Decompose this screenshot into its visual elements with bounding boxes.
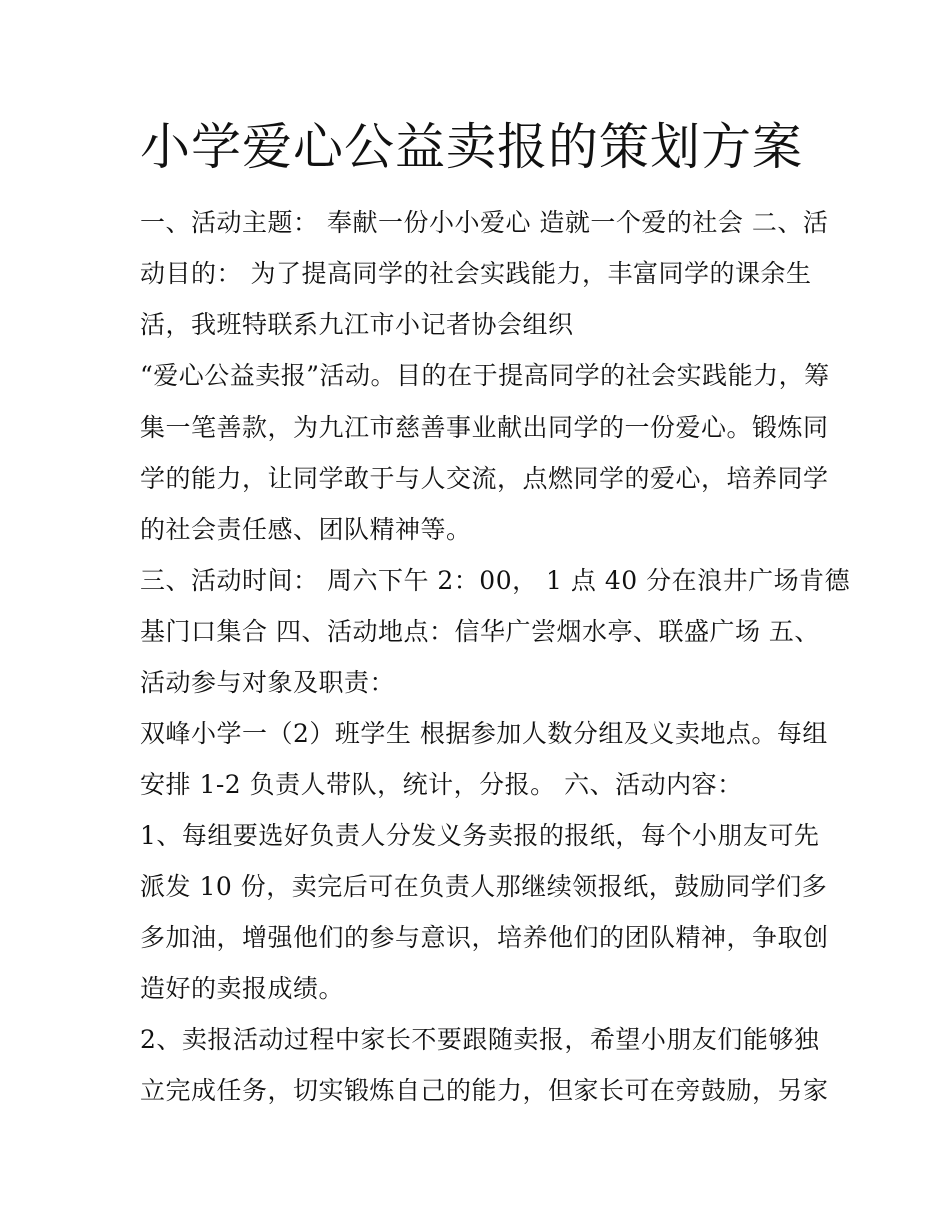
paragraph-line: “爱心公益卖报”活动。目的在于提高同学的社会实践能力，筹 [140, 361, 830, 390]
paragraph-line: 三、活动时间： 周六下午 2：00， 1 点 40 分在浪井广场肯德 [140, 566, 851, 595]
paragraph-line: 立完成任务，切实锻炼自己的能力，但家长可在旁鼓励，另家 [140, 1076, 829, 1105]
paragraph-line: 动目的： 为了提高同学的社会实践能力，丰富同学的课余生 [140, 259, 812, 288]
paragraph-line: 双峰小学一（2）班学生 根据参加人数分组及义卖地点。每组 [140, 719, 828, 748]
paragraph-line: 学的能力，让同学敢于与人交流，点燃同学的爱心，培养同学 [140, 464, 829, 493]
document-title: 小学爱心公益卖报的策划方案 [140, 118, 803, 176]
paragraph-line: 多加油，增强他们的参与意识，培养他们的团队精神，争取创 [140, 923, 829, 952]
paragraph-line: 派发 10 份，卖完后可在负责人那继续领报纸，鼓励同学们多 [140, 872, 828, 901]
paragraph-line: 活，我班特联系九江市小记者协会组织 [140, 310, 574, 339]
paragraph-line: 活动参与对象及职责： [140, 668, 396, 697]
paragraph-line: 的社会责任感、团队精神等。 [140, 515, 472, 544]
paragraph-line: 安排 1-2 负责人带队，统计，分报。 六、活动内容： [140, 770, 743, 799]
paragraph-line: 造好的卖报成绩。 [140, 974, 345, 1003]
paragraph-line: 1、每组要选好负责人分发义务卖报的报纸，每个小朋友可先 [140, 821, 820, 850]
paragraph-line: 2、卖报活动过程中家长不要跟随卖报，希望小朋友们能够独 [140, 1025, 820, 1054]
paragraph-line: 一、活动主题： 奉献一份小小爱心 造就一个爱的社会 二、活 [140, 208, 829, 237]
paragraph-line: 基门口集合 四、活动地点：信华广尝烟水亭、联盛广场 五、 [140, 617, 820, 646]
paragraph-line: 集一笔善款，为九江市慈善事业献出同学的一份爱心。锻炼同 [140, 413, 829, 442]
